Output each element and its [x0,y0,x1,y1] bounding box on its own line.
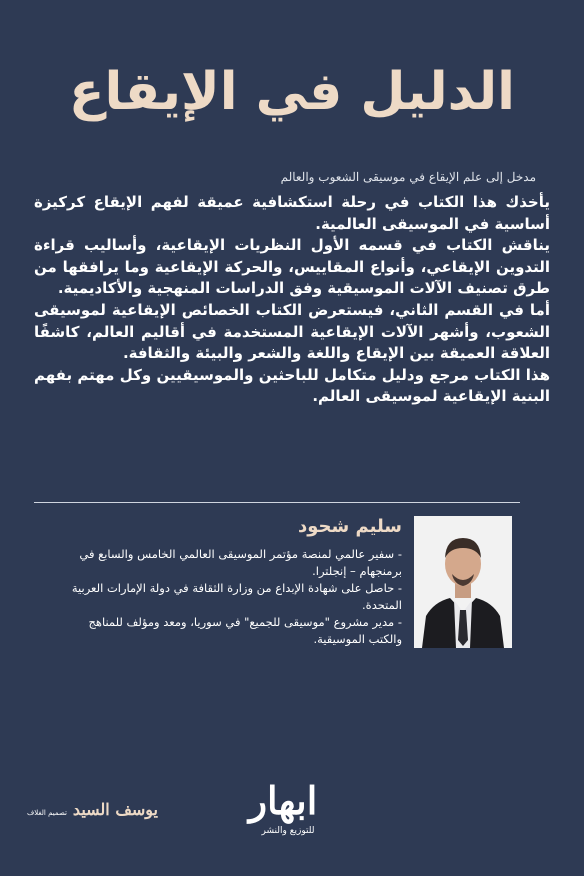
author-portrait-icon [414,516,512,648]
designer-name: يوسف السيد [72,800,158,819]
author-bio [64,546,402,648]
publisher-logo-icon [228,770,338,830]
book-subtitle: مدخل إلى علم الإيقاع في موسيقى الشعوب والعالم [280,170,536,184]
cover-designer-credit [18,800,158,819]
publisher-logo-text: ابهار [248,778,318,823]
description-paragraph: يأخذك هذا الكتاب في رحلة استكشافية عميقة لفهم الإيقاع كركيزة أساسية في الموسيقى العالمية. [34,193,550,233]
bio-item: - سفير عالمي لمنصة مؤتمر الموسيقى العالمي الخامس والسابع في برمنجهام – إنجلترا. [79,547,402,578]
author-name: سليم شحود [298,516,402,537]
divider-line [34,502,520,503]
author-photo [414,516,512,648]
publisher-name: للتوزيع والنشر [261,826,315,836]
description-paragraph: يناقش الكتاب في قسمه الأول النظريات الإيقاعية، وأساليب قراءة التدوين الإيقاعي، وأنواع المقاييس، والحركة الإيقاعية وما يرافقها من طرق تصنيف الآلات الموسيقية وفق الدراسات المنهجية والأكاديمية. [34,236,550,298]
book-description [34,192,550,408]
bio-item: - حاصل على شهادة الإبداع من وزارة الثقافة في دولة الإمارات العربية المتحدة. [71,581,402,612]
bio-item: - مدير مشروع "موسيقى للجميع" في سوريا، ومعد ومؤلف للمناهج والكتب الموسيقية. [88,615,402,646]
description-paragraph: هذا الكتاب مرجع ودليل متكامل للباحثين والموسيقيين وكل مهتم بفهم البنية الإيقاعية لموسيقى العالم. [34,365,550,406]
designer-label: تصميم الغلاف [26,809,67,817]
book-title: الدليل في الإيقاع [69,62,515,122]
description-paragraph: أما في القسم الثاني، فيستعرض الكتاب الخصائص الإيقاعية لموسيقى الشعوب، وأشهر الآلات الإيقاعية المستخدمة في أقاليم العالم، كاشفًا العلاقة العميقة بين الإيقاع واللغة والشعر والبيئة والثقافة. [34,300,550,363]
